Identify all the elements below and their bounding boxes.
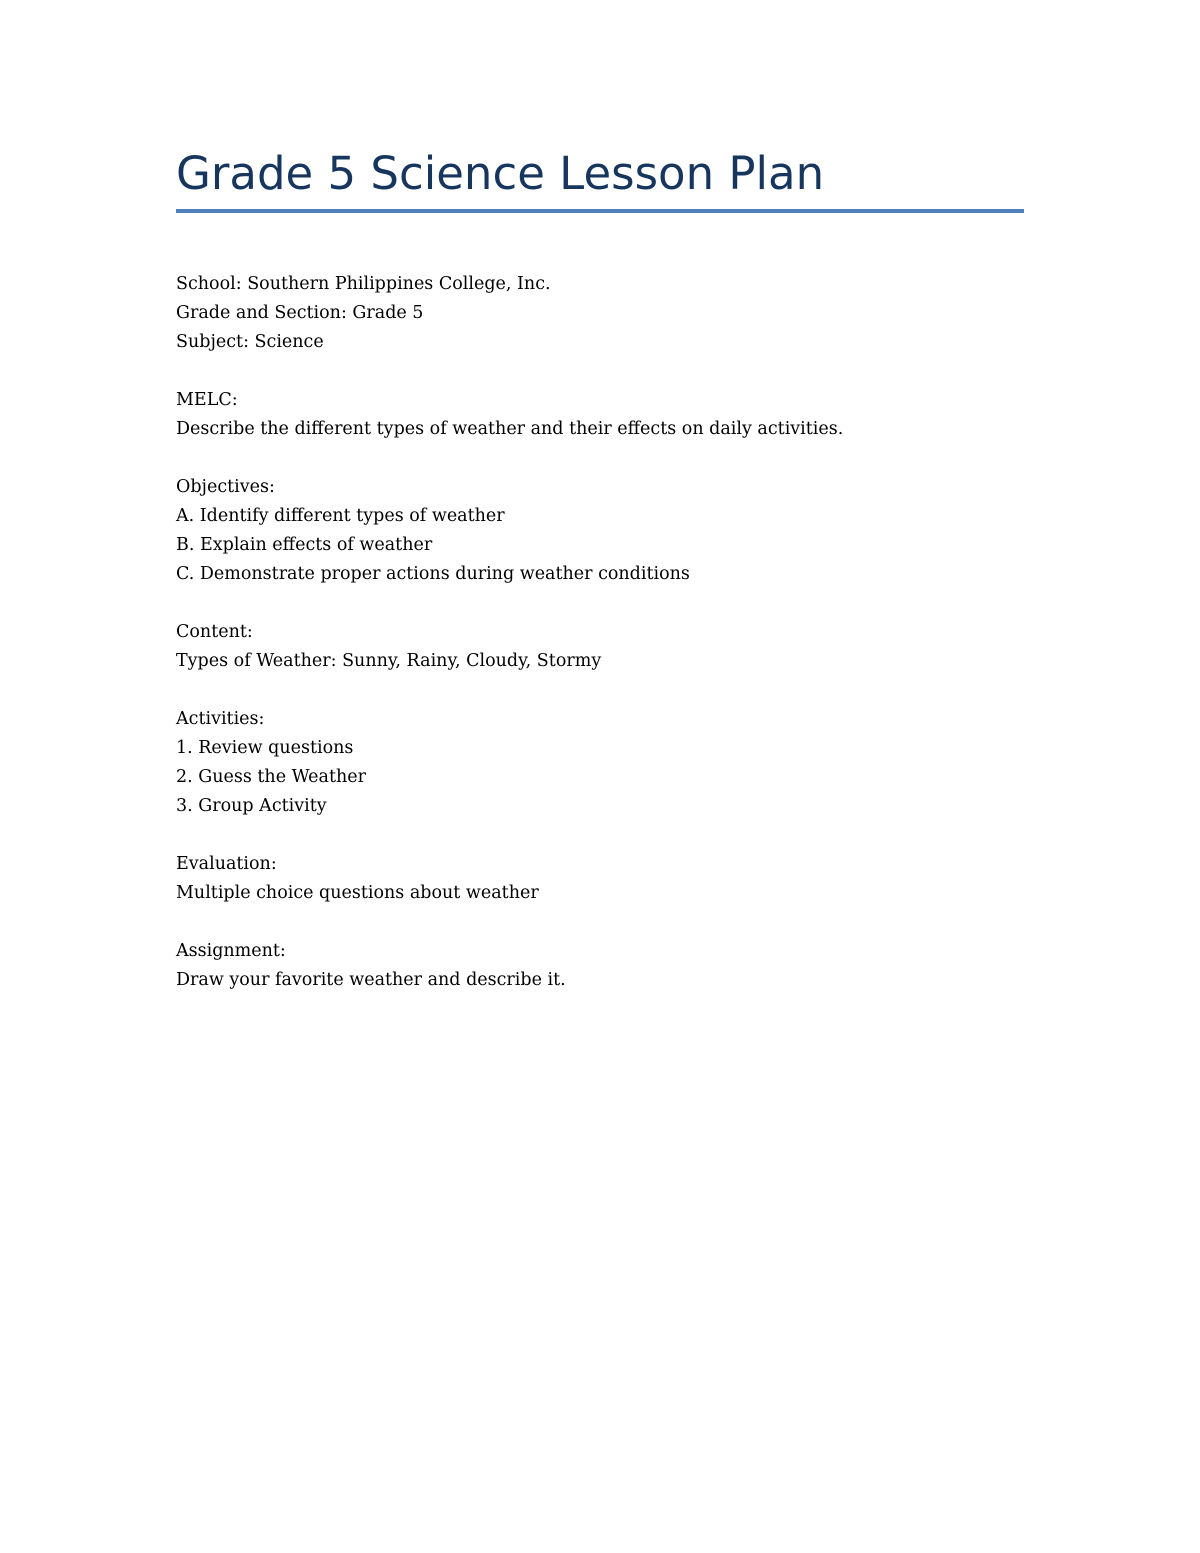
- paragraph-gap: [176, 444, 1024, 473]
- content-text: Types of Weather: Sunny, Rainy, Cloudy, Stormy: [176, 651, 602, 671]
- school-line: School: Southern Philippines College, Inc.: [176, 274, 551, 294]
- subject-line: Subject: Science: [176, 332, 324, 352]
- objective-item: B. Explain effects of weather: [176, 535, 433, 555]
- paragraph-gap: [176, 357, 1024, 386]
- title-underline: [176, 209, 1024, 213]
- document-body: [176, 270, 1024, 995]
- objectives-heading: Objectives:: [176, 477, 275, 497]
- paragraph-gap: [176, 676, 1024, 705]
- paragraph-gap: [176, 589, 1024, 618]
- activities-heading: Activities:: [176, 709, 265, 729]
- paragraph-gap: [176, 821, 1024, 850]
- document-title: Grade 5 Science Lesson Plan: [176, 147, 825, 200]
- assignment-text: Draw your favorite weather and describe it.: [176, 970, 566, 990]
- objective-item: A. Identify different types of weather: [176, 506, 505, 526]
- content-heading: Content:: [176, 622, 253, 642]
- evaluation-text: Multiple choice questions about weather: [176, 883, 539, 903]
- melc-heading: MELC:: [176, 390, 238, 410]
- activity-item: 2. Guess the Weather: [176, 767, 366, 787]
- evaluation-heading: Evaluation:: [176, 854, 277, 874]
- activity-item: 1. Review questions: [176, 738, 354, 758]
- melc-text: Describe the different types of weather and their effects on daily activities.: [176, 419, 844, 439]
- grade-section-line: Grade and Section: Grade 5: [176, 303, 424, 323]
- objective-item: C. Demonstrate proper actions during weather conditions: [176, 564, 690, 584]
- paragraph-gap: [176, 908, 1024, 937]
- activity-item: 3. Group Activity: [176, 796, 327, 816]
- assignment-heading: Assignment:: [176, 941, 286, 961]
